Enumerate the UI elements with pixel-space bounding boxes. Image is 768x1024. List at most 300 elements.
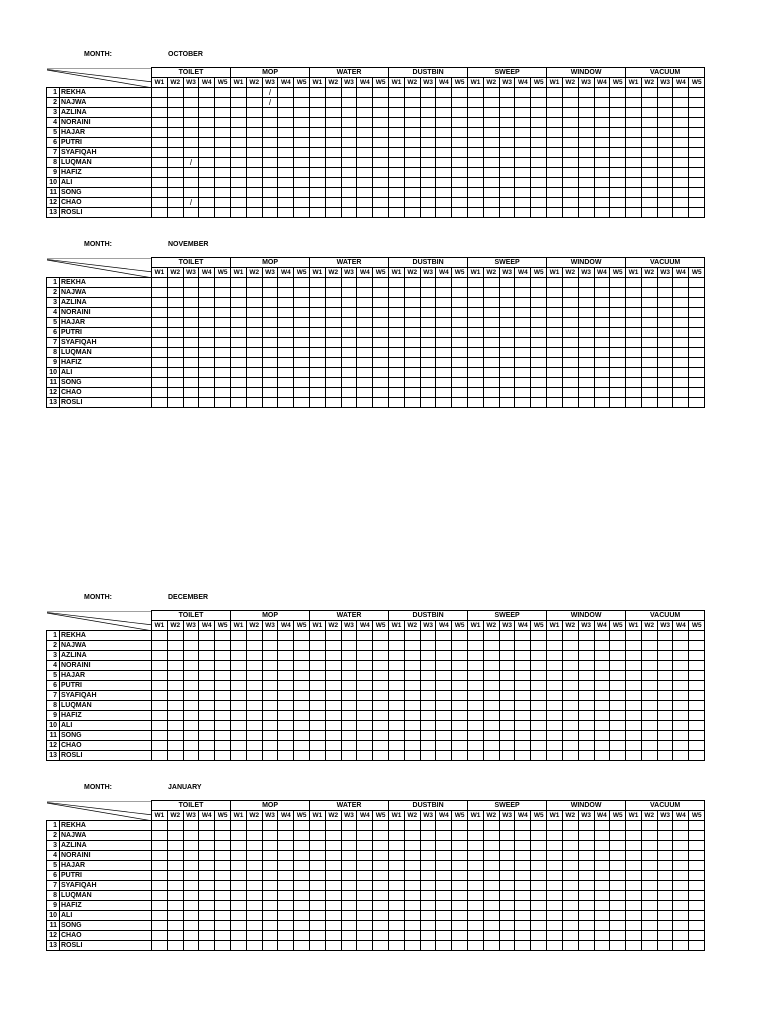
duty-cell[interactable] xyxy=(294,118,310,128)
duty-cell[interactable] xyxy=(626,681,642,691)
duty-cell[interactable] xyxy=(152,881,168,891)
duty-cell[interactable] xyxy=(404,318,420,328)
duty-cell[interactable] xyxy=(547,631,563,641)
duty-cell[interactable] xyxy=(641,368,657,378)
duty-cell[interactable] xyxy=(452,88,468,98)
duty-cell[interactable] xyxy=(199,751,215,761)
duty-cell[interactable] xyxy=(578,891,594,901)
duty-cell[interactable] xyxy=(468,88,484,98)
duty-cell[interactable] xyxy=(626,318,642,328)
duty-cell[interactable] xyxy=(199,841,215,851)
duty-cell[interactable] xyxy=(547,188,563,198)
duty-cell[interactable] xyxy=(547,821,563,831)
duty-cell[interactable] xyxy=(373,661,389,671)
duty-cell[interactable] xyxy=(689,308,705,318)
duty-cell[interactable] xyxy=(610,98,626,108)
duty-cell[interactable] xyxy=(452,871,468,881)
duty-cell[interactable] xyxy=(183,631,199,641)
duty-cell[interactable] xyxy=(626,871,642,881)
duty-cell[interactable] xyxy=(578,861,594,871)
duty-cell[interactable] xyxy=(499,681,515,691)
duty-cell[interactable] xyxy=(531,388,547,398)
duty-cell[interactable] xyxy=(578,108,594,118)
duty-cell[interactable] xyxy=(610,278,626,288)
duty-cell[interactable] xyxy=(199,711,215,721)
duty-cell[interactable] xyxy=(610,188,626,198)
duty-cell[interactable] xyxy=(341,941,357,951)
duty-cell[interactable] xyxy=(578,388,594,398)
duty-cell[interactable] xyxy=(499,631,515,641)
duty-cell[interactable] xyxy=(626,881,642,891)
duty-cell[interactable] xyxy=(468,388,484,398)
duty-cell[interactable] xyxy=(452,651,468,661)
duty-cell[interactable] xyxy=(278,108,294,118)
duty-cell[interactable] xyxy=(325,741,341,751)
duty-cell[interactable] xyxy=(357,701,373,711)
duty-cell[interactable] xyxy=(183,881,199,891)
duty-cell[interactable] xyxy=(373,831,389,841)
duty-cell[interactable] xyxy=(531,358,547,368)
duty-cell[interactable] xyxy=(278,871,294,881)
duty-cell[interactable] xyxy=(404,901,420,911)
duty-cell[interactable] xyxy=(278,338,294,348)
duty-cell[interactable] xyxy=(183,701,199,711)
duty-cell[interactable] xyxy=(515,701,531,711)
duty-cell[interactable] xyxy=(404,741,420,751)
duty-cell[interactable] xyxy=(294,198,310,208)
duty-cell[interactable] xyxy=(531,88,547,98)
duty-cell[interactable] xyxy=(183,651,199,661)
duty-cell[interactable] xyxy=(389,711,405,721)
duty-cell[interactable] xyxy=(341,138,357,148)
duty-cell[interactable] xyxy=(404,388,420,398)
duty-cell[interactable] xyxy=(610,288,626,298)
duty-cell[interactable] xyxy=(499,871,515,881)
duty-cell[interactable] xyxy=(199,671,215,681)
duty-cell[interactable] xyxy=(183,288,199,298)
duty-cell[interactable] xyxy=(357,88,373,98)
duty-cell[interactable] xyxy=(673,88,689,98)
duty-cell[interactable] xyxy=(515,118,531,128)
duty-cell[interactable] xyxy=(373,641,389,651)
duty-cell[interactable] xyxy=(641,631,657,641)
duty-cell[interactable] xyxy=(199,138,215,148)
duty-cell[interactable] xyxy=(578,148,594,158)
duty-cell[interactable] xyxy=(594,328,610,338)
duty-cell[interactable] xyxy=(231,821,247,831)
duty-cell[interactable] xyxy=(452,911,468,921)
duty-cell[interactable] xyxy=(310,841,326,851)
duty-cell[interactable] xyxy=(483,328,499,338)
duty-cell[interactable] xyxy=(468,871,484,881)
duty-cell[interactable] xyxy=(215,318,231,328)
duty-cell[interactable] xyxy=(404,338,420,348)
duty-cell[interactable] xyxy=(278,741,294,751)
duty-cell[interactable] xyxy=(199,631,215,641)
duty-cell[interactable] xyxy=(389,681,405,691)
duty-cell[interactable] xyxy=(626,128,642,138)
duty-cell[interactable] xyxy=(626,168,642,178)
duty-cell[interactable] xyxy=(641,378,657,388)
duty-cell[interactable] xyxy=(357,641,373,651)
duty-cell[interactable] xyxy=(262,98,278,108)
duty-cell[interactable] xyxy=(294,368,310,378)
duty-cell[interactable] xyxy=(531,98,547,108)
duty-cell[interactable] xyxy=(436,388,452,398)
duty-cell[interactable] xyxy=(626,328,642,338)
duty-cell[interactable] xyxy=(657,871,673,881)
duty-cell[interactable] xyxy=(610,831,626,841)
duty-cell[interactable] xyxy=(657,338,673,348)
duty-cell[interactable] xyxy=(610,338,626,348)
duty-cell[interactable] xyxy=(373,358,389,368)
duty-cell[interactable] xyxy=(404,911,420,921)
duty-cell[interactable] xyxy=(531,711,547,721)
duty-cell[interactable] xyxy=(404,871,420,881)
duty-cell[interactable] xyxy=(325,751,341,761)
duty-cell[interactable] xyxy=(673,821,689,831)
duty-cell[interactable] xyxy=(199,851,215,861)
duty-cell[interactable] xyxy=(325,651,341,661)
duty-cell[interactable] xyxy=(657,821,673,831)
duty-cell[interactable] xyxy=(641,821,657,831)
duty-cell[interactable] xyxy=(231,98,247,108)
duty-cell[interactable] xyxy=(689,701,705,711)
duty-cell[interactable] xyxy=(547,328,563,338)
duty-cell[interactable] xyxy=(594,831,610,841)
duty-cell[interactable] xyxy=(673,711,689,721)
duty-cell[interactable] xyxy=(231,681,247,691)
duty-cell[interactable] xyxy=(262,118,278,128)
duty-cell[interactable] xyxy=(373,198,389,208)
duty-cell[interactable] xyxy=(231,691,247,701)
duty-cell[interactable] xyxy=(294,731,310,741)
duty-cell[interactable] xyxy=(152,138,168,148)
duty-cell[interactable] xyxy=(452,98,468,108)
duty-cell[interactable] xyxy=(499,751,515,761)
duty-cell[interactable] xyxy=(420,378,436,388)
duty-cell[interactable] xyxy=(215,208,231,218)
duty-cell[interactable] xyxy=(641,741,657,751)
duty-cell[interactable] xyxy=(547,168,563,178)
duty-cell[interactable] xyxy=(152,841,168,851)
duty-cell[interactable] xyxy=(468,661,484,671)
duty-cell[interactable] xyxy=(452,751,468,761)
duty-cell[interactable] xyxy=(626,821,642,831)
duty-cell[interactable] xyxy=(262,661,278,671)
duty-cell[interactable] xyxy=(325,701,341,711)
duty-cell[interactable] xyxy=(452,338,468,348)
duty-cell[interactable] xyxy=(483,731,499,741)
duty-cell[interactable] xyxy=(310,711,326,721)
duty-cell[interactable] xyxy=(341,821,357,831)
duty-cell[interactable] xyxy=(578,681,594,691)
duty-cell[interactable] xyxy=(562,841,578,851)
duty-cell[interactable] xyxy=(483,118,499,128)
duty-cell[interactable] xyxy=(404,128,420,138)
duty-cell[interactable] xyxy=(262,318,278,328)
duty-cell[interactable] xyxy=(278,651,294,661)
duty-cell[interactable] xyxy=(689,651,705,661)
duty-cell[interactable] xyxy=(578,348,594,358)
duty-cell[interactable] xyxy=(357,741,373,751)
duty-cell[interactable] xyxy=(167,681,183,691)
duty-cell[interactable] xyxy=(420,661,436,671)
duty-cell[interactable] xyxy=(547,841,563,851)
duty-cell[interactable] xyxy=(547,901,563,911)
duty-cell[interactable] xyxy=(515,671,531,681)
duty-cell[interactable] xyxy=(657,98,673,108)
duty-cell[interactable] xyxy=(562,671,578,681)
duty-cell[interactable] xyxy=(294,128,310,138)
duty-cell[interactable] xyxy=(310,891,326,901)
duty-cell[interactable] xyxy=(578,368,594,378)
duty-cell[interactable] xyxy=(689,148,705,158)
duty-cell[interactable] xyxy=(373,348,389,358)
duty-cell[interactable] xyxy=(310,158,326,168)
duty-cell[interactable] xyxy=(657,308,673,318)
duty-cell[interactable] xyxy=(152,148,168,158)
duty-cell[interactable] xyxy=(373,851,389,861)
duty-cell[interactable] xyxy=(357,691,373,701)
duty-cell[interactable] xyxy=(389,901,405,911)
duty-cell[interactable] xyxy=(468,288,484,298)
duty-cell[interactable] xyxy=(310,691,326,701)
duty-cell[interactable] xyxy=(246,318,262,328)
duty-cell[interactable] xyxy=(325,358,341,368)
duty-cell[interactable] xyxy=(310,168,326,178)
duty-cell[interactable] xyxy=(689,631,705,641)
duty-cell[interactable] xyxy=(452,701,468,711)
duty-cell[interactable] xyxy=(152,118,168,128)
duty-cell[interactable] xyxy=(578,208,594,218)
duty-cell[interactable] xyxy=(468,641,484,651)
duty-cell[interactable] xyxy=(610,941,626,951)
duty-cell[interactable] xyxy=(183,138,199,148)
duty-cell[interactable] xyxy=(183,841,199,851)
duty-cell[interactable] xyxy=(578,841,594,851)
duty-cell[interactable] xyxy=(373,148,389,158)
duty-cell[interactable] xyxy=(420,168,436,178)
duty-cell[interactable] xyxy=(436,138,452,148)
duty-cell[interactable] xyxy=(626,701,642,711)
duty-cell[interactable] xyxy=(420,831,436,841)
duty-cell[interactable] xyxy=(294,88,310,98)
duty-cell[interactable] xyxy=(199,198,215,208)
duty-cell[interactable] xyxy=(515,731,531,741)
duty-cell[interactable] xyxy=(278,701,294,711)
duty-cell[interactable] xyxy=(689,841,705,851)
duty-cell[interactable] xyxy=(515,751,531,761)
duty-cell[interactable] xyxy=(389,288,405,298)
duty-cell[interactable] xyxy=(357,681,373,691)
duty-cell[interactable] xyxy=(167,901,183,911)
duty-cell[interactable] xyxy=(673,318,689,328)
duty-cell[interactable] xyxy=(452,881,468,891)
duty-cell[interactable] xyxy=(278,641,294,651)
duty-cell[interactable] xyxy=(594,308,610,318)
duty-cell[interactable] xyxy=(626,741,642,751)
duty-cell[interactable] xyxy=(262,358,278,368)
duty-cell[interactable] xyxy=(562,188,578,198)
duty-cell[interactable] xyxy=(183,328,199,338)
duty-cell[interactable] xyxy=(452,298,468,308)
duty-cell[interactable] xyxy=(547,368,563,378)
duty-cell[interactable] xyxy=(183,681,199,691)
duty-cell[interactable] xyxy=(547,671,563,681)
duty-cell[interactable] xyxy=(262,681,278,691)
duty-cell[interactable] xyxy=(404,861,420,871)
duty-cell[interactable] xyxy=(246,681,262,691)
duty-cell[interactable] xyxy=(294,941,310,951)
duty-cell[interactable] xyxy=(452,318,468,328)
duty-cell[interactable] xyxy=(152,891,168,901)
duty-cell[interactable] xyxy=(673,138,689,148)
duty-cell[interactable] xyxy=(594,651,610,661)
duty-cell[interactable] xyxy=(531,178,547,188)
duty-cell[interactable] xyxy=(357,398,373,408)
duty-cell[interactable] xyxy=(341,308,357,318)
duty-cell[interactable] xyxy=(673,741,689,751)
duty-cell[interactable] xyxy=(641,841,657,851)
duty-cell[interactable] xyxy=(594,378,610,388)
duty-cell[interactable] xyxy=(231,741,247,751)
duty-cell[interactable] xyxy=(404,278,420,288)
duty-cell[interactable] xyxy=(357,168,373,178)
duty-cell[interactable] xyxy=(562,138,578,148)
duty-cell[interactable] xyxy=(357,631,373,641)
duty-cell[interactable] xyxy=(215,178,231,188)
duty-cell[interactable] xyxy=(357,208,373,218)
duty-cell[interactable] xyxy=(231,731,247,741)
duty-cell[interactable] xyxy=(278,921,294,931)
duty-cell[interactable] xyxy=(294,278,310,288)
duty-cell[interactable] xyxy=(341,398,357,408)
duty-cell[interactable] xyxy=(357,721,373,731)
duty-cell[interactable] xyxy=(515,328,531,338)
duty-cell[interactable] xyxy=(689,641,705,651)
duty-cell[interactable] xyxy=(152,208,168,218)
duty-cell[interactable] xyxy=(436,88,452,98)
duty-cell[interactable] xyxy=(215,641,231,651)
duty-cell[interactable] xyxy=(515,308,531,318)
duty-cell[interactable] xyxy=(199,821,215,831)
duty-cell[interactable] xyxy=(420,921,436,931)
duty-cell[interactable] xyxy=(673,701,689,711)
duty-cell[interactable] xyxy=(310,921,326,931)
duty-cell[interactable] xyxy=(404,701,420,711)
duty-cell[interactable] xyxy=(515,178,531,188)
duty-cell[interactable] xyxy=(167,298,183,308)
duty-cell[interactable] xyxy=(231,891,247,901)
duty-cell[interactable] xyxy=(262,88,278,98)
duty-cell[interactable] xyxy=(373,871,389,881)
duty-cell[interactable] xyxy=(452,821,468,831)
duty-cell[interactable] xyxy=(199,881,215,891)
duty-cell[interactable] xyxy=(278,308,294,318)
duty-cell[interactable] xyxy=(167,841,183,851)
duty-cell[interactable] xyxy=(389,388,405,398)
duty-cell[interactable] xyxy=(294,158,310,168)
duty-cell[interactable] xyxy=(420,671,436,681)
duty-cell[interactable] xyxy=(278,751,294,761)
duty-cell[interactable] xyxy=(483,148,499,158)
duty-cell[interactable] xyxy=(373,821,389,831)
duty-cell[interactable] xyxy=(199,278,215,288)
duty-cell[interactable] xyxy=(610,931,626,941)
duty-cell[interactable] xyxy=(199,118,215,128)
duty-cell[interactable] xyxy=(657,721,673,731)
duty-cell[interactable] xyxy=(547,711,563,721)
duty-cell[interactable] xyxy=(547,651,563,661)
duty-cell[interactable] xyxy=(357,178,373,188)
duty-cell[interactable] xyxy=(578,821,594,831)
duty-cell[interactable] xyxy=(310,208,326,218)
duty-cell[interactable] xyxy=(499,691,515,701)
duty-cell[interactable] xyxy=(357,841,373,851)
duty-cell[interactable] xyxy=(231,911,247,921)
duty-cell[interactable] xyxy=(215,398,231,408)
duty-cell[interactable] xyxy=(578,881,594,891)
duty-cell[interactable] xyxy=(310,348,326,358)
duty-cell[interactable] xyxy=(325,128,341,138)
duty-cell[interactable] xyxy=(468,751,484,761)
duty-cell[interactable] xyxy=(673,358,689,368)
duty-cell[interactable] xyxy=(578,901,594,911)
duty-cell[interactable] xyxy=(341,831,357,841)
duty-cell[interactable] xyxy=(357,831,373,841)
duty-cell[interactable] xyxy=(594,108,610,118)
duty-cell[interactable] xyxy=(373,721,389,731)
duty-cell[interactable] xyxy=(262,198,278,208)
duty-cell[interactable] xyxy=(578,721,594,731)
duty-cell[interactable] xyxy=(594,348,610,358)
duty-cell[interactable] xyxy=(531,128,547,138)
duty-cell[interactable] xyxy=(531,691,547,701)
duty-cell[interactable] xyxy=(357,711,373,721)
duty-cell[interactable] xyxy=(499,98,515,108)
duty-cell[interactable] xyxy=(657,731,673,741)
duty-cell[interactable] xyxy=(515,368,531,378)
duty-cell[interactable] xyxy=(310,328,326,338)
duty-cell[interactable] xyxy=(167,398,183,408)
duty-cell[interactable] xyxy=(657,831,673,841)
duty-cell[interactable] xyxy=(531,168,547,178)
duty-cell[interactable] xyxy=(341,298,357,308)
duty-cell[interactable] xyxy=(610,751,626,761)
duty-cell[interactable] xyxy=(215,631,231,641)
duty-cell[interactable] xyxy=(357,851,373,861)
duty-cell[interactable] xyxy=(183,168,199,178)
duty-cell[interactable] xyxy=(657,118,673,128)
duty-cell[interactable] xyxy=(199,891,215,901)
duty-cell[interactable] xyxy=(610,298,626,308)
duty-cell[interactable] xyxy=(578,691,594,701)
duty-cell[interactable] xyxy=(246,741,262,751)
duty-cell[interactable] xyxy=(373,841,389,851)
duty-cell[interactable] xyxy=(641,701,657,711)
duty-cell[interactable] xyxy=(262,701,278,711)
duty-cell[interactable] xyxy=(341,891,357,901)
duty-cell[interactable] xyxy=(547,348,563,358)
duty-cell[interactable] xyxy=(167,641,183,651)
duty-cell[interactable] xyxy=(641,881,657,891)
duty-cell[interactable] xyxy=(215,931,231,941)
duty-cell[interactable] xyxy=(452,358,468,368)
duty-cell[interactable] xyxy=(167,941,183,951)
duty-cell[interactable] xyxy=(452,891,468,901)
duty-cell[interactable] xyxy=(515,198,531,208)
